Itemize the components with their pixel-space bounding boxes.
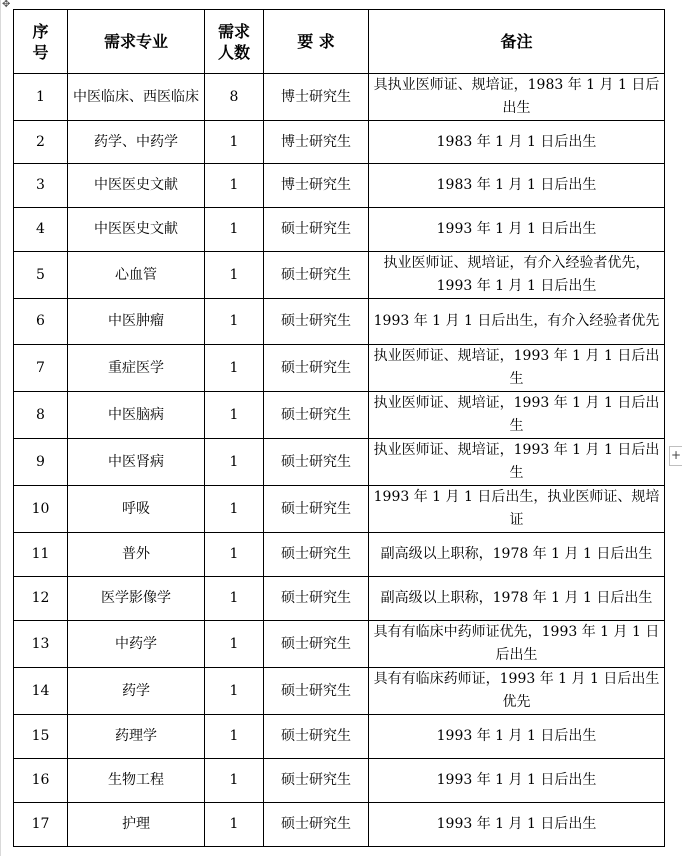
cell-no: 6 [14, 299, 68, 345]
cell-major: 中医肾病 [68, 439, 205, 486]
cell-count: 8 [205, 74, 264, 121]
cell-note: 执业医师证、规培证，1993 年 1 月 1 日后出生 [369, 392, 665, 439]
cell-note: 1993 年 1 月 1 日后出生 [369, 715, 665, 759]
cell-count: 1 [205, 533, 264, 577]
cell-requirement: 硕士研究生 [264, 759, 369, 803]
table-row [14, 439, 665, 486]
cell-count: 1 [205, 621, 264, 668]
cell-no: 9 [14, 439, 68, 486]
cell-requirement: 博士研究生 [264, 164, 369, 208]
cell-requirement: 硕士研究生 [264, 439, 369, 486]
cell-no: 12 [14, 577, 68, 621]
cell-major: 中医临床、西医临床 [68, 74, 205, 121]
table-row [14, 252, 665, 299]
header-note: 备注 [369, 10, 665, 74]
cell-note: 副高级以上职称，1978 年 1 月 1 日后出生 [369, 577, 665, 621]
cell-major: 医学影像学 [68, 577, 205, 621]
cell-note: 具执业医师证、规培证，1983 年 1 月 1 日后出生 [369, 74, 665, 121]
cell-no: 8 [14, 392, 68, 439]
table-row [14, 486, 665, 533]
cell-major: 药学 [68, 668, 205, 715]
cell-count: 1 [205, 668, 264, 715]
cell-requirement: 硕士研究生 [264, 392, 369, 439]
cell-requirement: 博士研究生 [264, 121, 369, 164]
cell-count: 1 [205, 345, 264, 392]
cell-note: 1983 年 1 月 1 日后出生 [369, 164, 665, 208]
header-count-text: 需求人数 [217, 21, 250, 62]
cell-requirement: 硕士研究生 [264, 299, 369, 345]
cell-requirement: 硕士研究生 [264, 803, 369, 847]
cell-major: 药理学 [68, 715, 205, 759]
cell-major: 药学、中药学 [68, 121, 205, 164]
cell-note: 执业医师证、规培证，有介入经验者优先，1993 年 1 月 1 日后出生 [369, 252, 665, 299]
cell-count: 1 [205, 252, 264, 299]
table-row [14, 759, 665, 803]
cell-major: 心血管 [68, 252, 205, 299]
cell-note: 1993 年 1 月 1 日后出生 [369, 803, 665, 847]
cell-requirement: 硕士研究生 [264, 533, 369, 577]
cell-requirement: 硕士研究生 [264, 668, 369, 715]
table-move-handle-icon[interactable]: ✥ [2, 0, 11, 10]
header-count [205, 10, 264, 74]
cell-count: 1 [205, 577, 264, 621]
cell-no: 11 [14, 533, 68, 577]
header-requirement: 要 求 [264, 10, 369, 74]
cell-note: 执业医师证、规培证，1993 年 1 月 1 日后出生 [369, 439, 665, 486]
cell-no: 13 [14, 621, 68, 668]
cell-requirement: 硕士研究生 [264, 486, 369, 533]
cell-requirement: 硕士研究生 [264, 577, 369, 621]
cell-count: 1 [205, 803, 264, 847]
cell-requirement: 博士研究生 [264, 74, 369, 121]
cell-count: 1 [205, 759, 264, 803]
cell-note: 1993 年 1 月 1 日后出生 [369, 208, 665, 252]
cell-count: 1 [205, 164, 264, 208]
cell-major: 呼吸 [68, 486, 205, 533]
table-row [14, 299, 665, 345]
cell-major: 生物工程 [68, 759, 205, 803]
cell-no: 4 [14, 208, 68, 252]
cell-requirement: 硕士研究生 [264, 208, 369, 252]
cell-count: 1 [205, 392, 264, 439]
cell-note: 1983 年 1 月 1 日后出生 [369, 121, 665, 164]
table-row [14, 74, 665, 121]
cell-requirement: 硕士研究生 [264, 345, 369, 392]
recruitment-table [13, 9, 665, 847]
cell-no: 17 [14, 803, 68, 847]
cell-note: 执业医师证、规培证，1993 年 1 月 1 日后出生 [369, 345, 665, 392]
cell-note: 1993 年 1 月 1 日后出生，有介入经验者优先 [369, 299, 665, 345]
cell-count: 1 [205, 486, 264, 533]
table-row [14, 715, 665, 759]
table-row [14, 121, 665, 164]
cell-major: 中医医史文献 [68, 208, 205, 252]
table-row [14, 577, 665, 621]
cell-no: 16 [14, 759, 68, 803]
add-column-icon[interactable]: + [669, 446, 682, 466]
cell-count: 1 [205, 299, 264, 345]
cell-no: 2 [14, 121, 68, 164]
table-row [14, 345, 665, 392]
header-row [14, 10, 665, 74]
cell-no: 3 [14, 164, 68, 208]
cell-note: 1993 年 1 月 1 日后出生 [369, 759, 665, 803]
header-major: 需求专业 [68, 10, 205, 74]
cell-major: 重症医学 [68, 345, 205, 392]
cell-no: 10 [14, 486, 68, 533]
cell-major: 中医医史文献 [68, 164, 205, 208]
cell-no: 7 [14, 345, 68, 392]
cell-requirement: 硕士研究生 [264, 621, 369, 668]
cell-note: 1993 年 1 月 1 日后出生，执业医师证、规培证 [369, 486, 665, 533]
cell-no: 15 [14, 715, 68, 759]
table-row [14, 533, 665, 577]
cell-count: 1 [205, 715, 264, 759]
cell-count: 1 [205, 439, 264, 486]
table-row [14, 803, 665, 847]
table-row [14, 208, 665, 252]
cell-requirement: 硕士研究生 [264, 715, 369, 759]
cell-no: 1 [14, 74, 68, 121]
cell-major: 普外 [68, 533, 205, 577]
header-no [14, 10, 68, 74]
table-row [14, 392, 665, 439]
cell-no: 14 [14, 668, 68, 715]
cell-no: 5 [14, 252, 68, 299]
cell-count: 1 [205, 121, 264, 164]
table-row [14, 621, 665, 668]
cell-count: 1 [205, 208, 264, 252]
cell-note: 具有有临床药师证，1993 年 1 月 1 日后出生优先 [369, 668, 665, 715]
cell-note: 副高级以上职称，1978 年 1 月 1 日后出生 [369, 533, 665, 577]
table-row [14, 668, 665, 715]
cell-major: 中医肿瘤 [68, 299, 205, 345]
cell-major: 中药学 [68, 621, 205, 668]
cell-major: 护理 [68, 803, 205, 847]
cell-note: 具有有临床中药师证优先，1993 年 1 月 1 日后出生 [369, 621, 665, 668]
cell-requirement: 硕士研究生 [264, 252, 369, 299]
cell-major: 中医脑病 [68, 392, 205, 439]
table-row [14, 164, 665, 208]
header-no-text: 序号 [32, 21, 49, 62]
